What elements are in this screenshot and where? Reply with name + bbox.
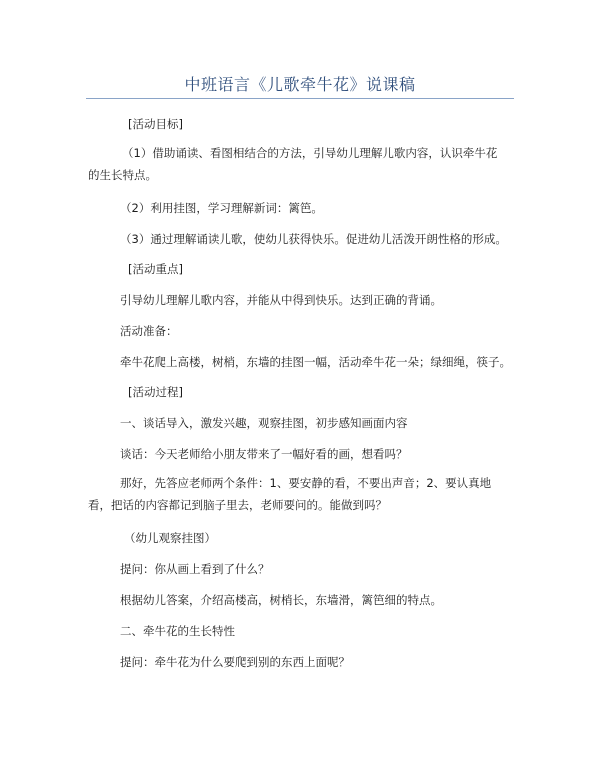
section-heading-goals: [活动目标] xyxy=(128,117,183,131)
preparation-heading: 活动准备： xyxy=(120,324,178,338)
dialogue-line-1: 谈话：今天老师给小朋友带来了一幅好看的画，想看吗？ xyxy=(120,447,408,461)
dialogue-line-2: 那好，先答应老师两个条件：1、要安静的看，不要出声音；2、要认真地看，把话的内容都记到脑子里去，老师要问的。能做到吗？ xyxy=(88,476,492,512)
goal-item-2: （2）利用挂图，学习理解新词：篱笆。 xyxy=(120,201,323,215)
section-heading-process: [活动过程] xyxy=(128,385,183,399)
goal-item-3: （3）通过理解诵读儿歌，使幼儿获得快乐。促进幼儿活泼开朗性格的形成。 xyxy=(120,232,507,246)
focus-text: 引导幼儿理解儿歌内容，并能从中得到快乐。达到正确的背诵。 xyxy=(120,293,442,307)
preparation-text: 牵牛花爬上高楼，树梢，东墙的挂图一幅，活动牵牛花一朵；绿细绳，筷子。 xyxy=(120,355,511,369)
process-step-2-heading: 二、牵牛花的生长特性 xyxy=(120,624,235,638)
answer-summary: 根据幼儿答案，介绍高楼高，树梢长，东墙滑，篱笆细的特点。 xyxy=(120,593,442,607)
process-step-1-heading: 一、谈话导入，激发兴趣，观察挂图，初步感知画面内容 xyxy=(120,416,408,430)
question-2: 提问：牵牛花为什么要爬到别的东西上面呢？ xyxy=(120,655,350,669)
observation-note: （幼儿观察挂图） xyxy=(124,531,216,545)
goal-item-1: （1）借助诵读、看图相结合的方法，引导幼儿理解儿歌内容，认识牵牛花的生长特点。 xyxy=(88,146,498,182)
question-1: 提问：你从画上看到了什么？ xyxy=(120,562,270,576)
document-title: 中班语言《儿歌牵牛花》说课稿 xyxy=(184,75,416,94)
section-heading-focus: [活动重点] xyxy=(128,262,183,276)
title-divider xyxy=(86,98,514,99)
